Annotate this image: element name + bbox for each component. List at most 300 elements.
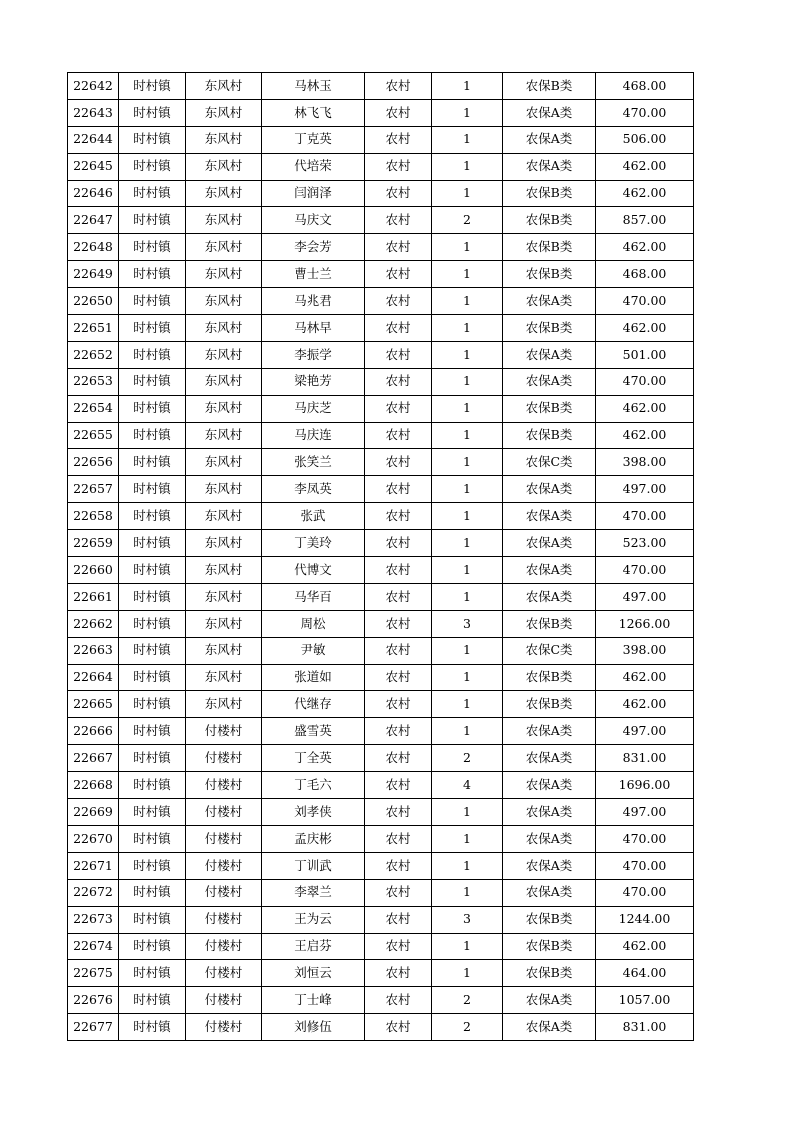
village-cell: 东风村 <box>186 610 262 637</box>
amount-cell: 462.00 <box>596 180 694 207</box>
name-cell: 张道如 <box>262 664 365 691</box>
amount-cell: 831.00 <box>596 1014 694 1041</box>
name-cell: 刘恒云 <box>262 960 365 987</box>
household-count-cell: 1 <box>432 395 503 422</box>
amount-cell: 470.00 <box>596 288 694 315</box>
table-row <box>68 906 694 933</box>
name-cell: 马兆君 <box>262 288 365 315</box>
township-cell: 时村镇 <box>119 449 186 476</box>
row-id-cell: 22674 <box>68 933 119 960</box>
table-row <box>68 960 694 987</box>
household-count-cell: 1 <box>432 368 503 395</box>
insurance-class-cell: 农保A类 <box>503 745 596 772</box>
insurance-class-cell: 农保A类 <box>503 341 596 368</box>
category-cell: 农村 <box>365 153 432 180</box>
row-id-cell: 22659 <box>68 530 119 557</box>
row-id-cell: 22646 <box>68 180 119 207</box>
household-count-cell: 1 <box>432 73 503 100</box>
table-row <box>68 583 694 610</box>
name-cell: 曹士兰 <box>262 261 365 288</box>
insurance-class-cell: 农保A类 <box>503 530 596 557</box>
insurance-class-cell: 农保C类 <box>503 637 596 664</box>
row-id-cell: 22676 <box>68 987 119 1014</box>
row-id-cell: 22650 <box>68 288 119 315</box>
township-cell: 时村镇 <box>119 288 186 315</box>
category-cell: 农村 <box>365 207 432 234</box>
amount-cell: 857.00 <box>596 207 694 234</box>
township-cell: 时村镇 <box>119 987 186 1014</box>
township-cell: 时村镇 <box>119 126 186 153</box>
table-row <box>68 879 694 906</box>
category-cell: 农村 <box>365 583 432 610</box>
village-cell: 东风村 <box>186 395 262 422</box>
household-count-cell: 1 <box>432 637 503 664</box>
amount-cell: 497.00 <box>596 718 694 745</box>
row-id-cell: 22668 <box>68 772 119 799</box>
amount-cell: 1057.00 <box>596 987 694 1014</box>
amount-cell: 462.00 <box>596 422 694 449</box>
category-cell: 农村 <box>365 933 432 960</box>
name-cell: 闫润泽 <box>262 180 365 207</box>
village-cell: 东风村 <box>186 234 262 261</box>
insurance-class-cell: 农保A类 <box>503 126 596 153</box>
row-id-cell: 22656 <box>68 449 119 476</box>
household-count-cell: 2 <box>432 987 503 1014</box>
table-row <box>68 530 694 557</box>
row-id-cell: 22677 <box>68 1014 119 1041</box>
row-id-cell: 22643 <box>68 99 119 126</box>
category-cell: 农村 <box>365 73 432 100</box>
amount-cell: 462.00 <box>596 933 694 960</box>
township-cell: 时村镇 <box>119 315 186 342</box>
category-cell: 农村 <box>365 99 432 126</box>
household-count-cell: 2 <box>432 745 503 772</box>
amount-cell: 831.00 <box>596 745 694 772</box>
amount-cell: 470.00 <box>596 99 694 126</box>
insurance-class-cell: 农保A类 <box>503 718 596 745</box>
category-cell: 农村 <box>365 718 432 745</box>
name-cell: 马林早 <box>262 315 365 342</box>
category-cell: 农村 <box>365 126 432 153</box>
household-count-cell: 1 <box>432 153 503 180</box>
table-row <box>68 772 694 799</box>
insurance-class-cell: 农保B类 <box>503 180 596 207</box>
amount-cell: 468.00 <box>596 73 694 100</box>
village-cell: 东风村 <box>186 422 262 449</box>
insurance-class-cell: 农保A类 <box>503 557 596 584</box>
row-id-cell: 22675 <box>68 960 119 987</box>
name-cell: 丁全英 <box>262 745 365 772</box>
row-id-cell: 22653 <box>68 368 119 395</box>
amount-cell: 470.00 <box>596 852 694 879</box>
category-cell: 农村 <box>365 530 432 557</box>
table-row <box>68 987 694 1014</box>
table-row <box>68 799 694 826</box>
township-cell: 时村镇 <box>119 503 186 530</box>
insurance-class-cell: 农保B类 <box>503 234 596 261</box>
table-row <box>68 503 694 530</box>
amount-cell: 470.00 <box>596 557 694 584</box>
name-cell: 李振学 <box>262 341 365 368</box>
amount-cell: 470.00 <box>596 879 694 906</box>
row-id-cell: 22669 <box>68 799 119 826</box>
township-cell: 时村镇 <box>119 691 186 718</box>
row-id-cell: 22647 <box>68 207 119 234</box>
table-row <box>68 449 694 476</box>
name-cell: 李翠兰 <box>262 879 365 906</box>
row-id-cell: 22666 <box>68 718 119 745</box>
table-row <box>68 664 694 691</box>
amount-cell: 462.00 <box>596 691 694 718</box>
household-count-cell: 1 <box>432 503 503 530</box>
village-cell: 付楼村 <box>186 987 262 1014</box>
row-id-cell: 22670 <box>68 825 119 852</box>
insurance-class-cell: 农保B类 <box>503 933 596 960</box>
table-row <box>68 933 694 960</box>
table-row <box>68 476 694 503</box>
amount-cell: 470.00 <box>596 825 694 852</box>
row-id-cell: 22661 <box>68 583 119 610</box>
name-cell: 孟庆彬 <box>262 825 365 852</box>
township-cell: 时村镇 <box>119 718 186 745</box>
insurance-class-cell: 农保B类 <box>503 261 596 288</box>
household-count-cell: 1 <box>432 99 503 126</box>
village-cell: 东风村 <box>186 583 262 610</box>
table-row <box>68 99 694 126</box>
insurance-class-cell: 农保B类 <box>503 73 596 100</box>
township-cell: 时村镇 <box>119 610 186 637</box>
village-cell: 东风村 <box>186 503 262 530</box>
insurance-class-cell: 农保A类 <box>503 1014 596 1041</box>
table-row <box>68 1014 694 1041</box>
name-cell: 林飞飞 <box>262 99 365 126</box>
household-count-cell: 1 <box>432 718 503 745</box>
village-cell: 东风村 <box>186 368 262 395</box>
village-cell: 付楼村 <box>186 906 262 933</box>
data-table <box>67 72 694 1041</box>
village-cell: 东风村 <box>186 73 262 100</box>
insurance-class-cell: 农保A类 <box>503 503 596 530</box>
category-cell: 农村 <box>365 960 432 987</box>
amount-cell: 1266.00 <box>596 610 694 637</box>
row-id-cell: 22645 <box>68 153 119 180</box>
township-cell: 时村镇 <box>119 745 186 772</box>
village-cell: 东风村 <box>186 207 262 234</box>
village-cell: 东风村 <box>186 691 262 718</box>
household-count-cell: 1 <box>432 557 503 584</box>
township-cell: 时村镇 <box>119 207 186 234</box>
category-cell: 农村 <box>365 825 432 852</box>
insurance-class-cell: 农保A类 <box>503 99 596 126</box>
table-row <box>68 315 694 342</box>
name-cell: 梁艳芳 <box>262 368 365 395</box>
township-cell: 时村镇 <box>119 73 186 100</box>
row-id-cell: 22655 <box>68 422 119 449</box>
household-count-cell: 1 <box>432 234 503 261</box>
category-cell: 农村 <box>365 341 432 368</box>
township-cell: 时村镇 <box>119 395 186 422</box>
amount-cell: 398.00 <box>596 637 694 664</box>
amount-cell: 506.00 <box>596 126 694 153</box>
amount-cell: 1696.00 <box>596 772 694 799</box>
name-cell: 张笑兰 <box>262 449 365 476</box>
name-cell: 张武 <box>262 503 365 530</box>
township-cell: 时村镇 <box>119 153 186 180</box>
category-cell: 农村 <box>365 422 432 449</box>
village-cell: 付楼村 <box>186 745 262 772</box>
name-cell: 李凤英 <box>262 476 365 503</box>
table-body <box>68 73 694 1041</box>
row-id-cell: 22654 <box>68 395 119 422</box>
household-count-cell: 4 <box>432 772 503 799</box>
name-cell: 马庆连 <box>262 422 365 449</box>
village-cell: 东风村 <box>186 261 262 288</box>
row-id-cell: 22649 <box>68 261 119 288</box>
township-cell: 时村镇 <box>119 1014 186 1041</box>
amount-cell: 470.00 <box>596 503 694 530</box>
household-count-cell: 1 <box>432 664 503 691</box>
village-cell: 付楼村 <box>186 960 262 987</box>
insurance-class-cell: 农保A类 <box>503 852 596 879</box>
table-row <box>68 288 694 315</box>
insurance-class-cell: 农保B类 <box>503 664 596 691</box>
amount-cell: 497.00 <box>596 583 694 610</box>
insurance-class-cell: 农保A类 <box>503 799 596 826</box>
village-cell: 东风村 <box>186 315 262 342</box>
amount-cell: 462.00 <box>596 664 694 691</box>
insurance-class-cell: 农保A类 <box>503 153 596 180</box>
village-cell: 付楼村 <box>186 718 262 745</box>
insurance-class-cell: 农保A类 <box>503 476 596 503</box>
amount-cell: 462.00 <box>596 234 694 261</box>
row-id-cell: 22648 <box>68 234 119 261</box>
amount-cell: 464.00 <box>596 960 694 987</box>
name-cell: 尹敏 <box>262 637 365 664</box>
household-count-cell: 3 <box>432 610 503 637</box>
row-id-cell: 22664 <box>68 664 119 691</box>
household-count-cell: 1 <box>432 288 503 315</box>
name-cell: 代继存 <box>262 691 365 718</box>
village-cell: 东风村 <box>186 288 262 315</box>
township-cell: 时村镇 <box>119 341 186 368</box>
insurance-class-cell: 农保B类 <box>503 610 596 637</box>
village-cell: 东风村 <box>186 153 262 180</box>
household-count-cell: 1 <box>432 261 503 288</box>
row-id-cell: 22673 <box>68 906 119 933</box>
table-row <box>68 637 694 664</box>
row-id-cell: 22658 <box>68 503 119 530</box>
name-cell: 李会芳 <box>262 234 365 261</box>
table-row <box>68 718 694 745</box>
table-row <box>68 73 694 100</box>
amount-cell: 462.00 <box>596 395 694 422</box>
township-cell: 时村镇 <box>119 583 186 610</box>
row-id-cell: 22642 <box>68 73 119 100</box>
name-cell: 马庆文 <box>262 207 365 234</box>
row-id-cell: 22657 <box>68 476 119 503</box>
insurance-class-cell: 农保B类 <box>503 395 596 422</box>
village-cell: 付楼村 <box>186 772 262 799</box>
category-cell: 农村 <box>365 852 432 879</box>
insurance-class-cell: 农保B类 <box>503 906 596 933</box>
household-count-cell: 1 <box>432 126 503 153</box>
household-count-cell: 2 <box>432 207 503 234</box>
insurance-class-cell: 农保A类 <box>503 583 596 610</box>
township-cell: 时村镇 <box>119 879 186 906</box>
name-cell: 王启芬 <box>262 933 365 960</box>
category-cell: 农村 <box>365 987 432 1014</box>
row-id-cell: 22662 <box>68 610 119 637</box>
row-id-cell: 22660 <box>68 557 119 584</box>
township-cell: 时村镇 <box>119 530 186 557</box>
village-cell: 付楼村 <box>186 933 262 960</box>
name-cell: 刘孝侠 <box>262 799 365 826</box>
township-cell: 时村镇 <box>119 261 186 288</box>
name-cell: 马庆芝 <box>262 395 365 422</box>
household-count-cell: 3 <box>432 906 503 933</box>
village-cell: 东风村 <box>186 180 262 207</box>
name-cell: 周松 <box>262 610 365 637</box>
name-cell: 丁克英 <box>262 126 365 153</box>
table-row <box>68 852 694 879</box>
township-cell: 时村镇 <box>119 933 186 960</box>
household-count-cell: 1 <box>432 691 503 718</box>
insurance-class-cell: 农保A类 <box>503 879 596 906</box>
table-row <box>68 341 694 368</box>
household-count-cell: 1 <box>432 422 503 449</box>
township-cell: 时村镇 <box>119 852 186 879</box>
household-count-cell: 1 <box>432 933 503 960</box>
household-count-cell: 1 <box>432 180 503 207</box>
table-row <box>68 234 694 261</box>
insurance-class-cell: 农保B类 <box>503 422 596 449</box>
township-cell: 时村镇 <box>119 422 186 449</box>
household-count-cell: 1 <box>432 315 503 342</box>
table-row <box>68 153 694 180</box>
insurance-class-cell: 农保A类 <box>503 368 596 395</box>
household-count-cell: 1 <box>432 530 503 557</box>
category-cell: 农村 <box>365 745 432 772</box>
category-cell: 农村 <box>365 476 432 503</box>
row-id-cell: 22665 <box>68 691 119 718</box>
amount-cell: 501.00 <box>596 341 694 368</box>
row-id-cell: 22644 <box>68 126 119 153</box>
name-cell: 王为云 <box>262 906 365 933</box>
village-cell: 东风村 <box>186 341 262 368</box>
category-cell: 农村 <box>365 261 432 288</box>
household-count-cell: 1 <box>432 476 503 503</box>
category-cell: 农村 <box>365 1014 432 1041</box>
village-cell: 东风村 <box>186 530 262 557</box>
household-count-cell: 1 <box>432 341 503 368</box>
name-cell: 丁美玲 <box>262 530 365 557</box>
village-cell: 付楼村 <box>186 1014 262 1041</box>
table-row <box>68 610 694 637</box>
township-cell: 时村镇 <box>119 906 186 933</box>
township-cell: 时村镇 <box>119 234 186 261</box>
name-cell: 盛雪英 <box>262 718 365 745</box>
category-cell: 农村 <box>365 234 432 261</box>
category-cell: 农村 <box>365 637 432 664</box>
household-count-cell: 1 <box>432 825 503 852</box>
township-cell: 时村镇 <box>119 476 186 503</box>
insurance-class-cell: 农保A类 <box>503 987 596 1014</box>
household-count-cell: 1 <box>432 583 503 610</box>
row-id-cell: 22651 <box>68 315 119 342</box>
amount-cell: 497.00 <box>596 799 694 826</box>
row-id-cell: 22667 <box>68 745 119 772</box>
row-id-cell: 22663 <box>68 637 119 664</box>
category-cell: 农村 <box>365 664 432 691</box>
name-cell: 丁士峰 <box>262 987 365 1014</box>
category-cell: 农村 <box>365 180 432 207</box>
name-cell: 丁训武 <box>262 852 365 879</box>
table-row <box>68 557 694 584</box>
village-cell: 付楼村 <box>186 879 262 906</box>
category-cell: 农村 <box>365 557 432 584</box>
category-cell: 农村 <box>365 772 432 799</box>
township-cell: 时村镇 <box>119 557 186 584</box>
row-id-cell: 22672 <box>68 879 119 906</box>
category-cell: 农村 <box>365 691 432 718</box>
township-cell: 时村镇 <box>119 664 186 691</box>
insurance-class-cell: 农保B类 <box>503 960 596 987</box>
category-cell: 农村 <box>365 799 432 826</box>
table-row <box>68 825 694 852</box>
insurance-class-cell: 农保A类 <box>503 288 596 315</box>
amount-cell: 398.00 <box>596 449 694 476</box>
category-cell: 农村 <box>365 395 432 422</box>
amount-cell: 462.00 <box>596 153 694 180</box>
table-row <box>68 180 694 207</box>
table-row <box>68 395 694 422</box>
category-cell: 农村 <box>365 368 432 395</box>
village-cell: 东风村 <box>186 449 262 476</box>
village-cell: 东风村 <box>186 557 262 584</box>
village-cell: 东风村 <box>186 664 262 691</box>
name-cell: 马华百 <box>262 583 365 610</box>
township-cell: 时村镇 <box>119 368 186 395</box>
village-cell: 东风村 <box>186 637 262 664</box>
name-cell: 丁毛六 <box>262 772 365 799</box>
household-count-cell: 1 <box>432 960 503 987</box>
row-id-cell: 22671 <box>68 852 119 879</box>
table-row <box>68 126 694 153</box>
name-cell: 刘修伍 <box>262 1014 365 1041</box>
row-id-cell: 22652 <box>68 341 119 368</box>
name-cell: 马林玉 <box>262 73 365 100</box>
village-cell: 付楼村 <box>186 825 262 852</box>
household-count-cell: 2 <box>432 1014 503 1041</box>
amount-cell: 497.00 <box>596 476 694 503</box>
category-cell: 农村 <box>365 503 432 530</box>
township-cell: 时村镇 <box>119 960 186 987</box>
village-cell: 付楼村 <box>186 852 262 879</box>
amount-cell: 470.00 <box>596 368 694 395</box>
insurance-class-cell: 农保A类 <box>503 772 596 799</box>
village-cell: 付楼村 <box>186 799 262 826</box>
township-cell: 时村镇 <box>119 799 186 826</box>
table-row <box>68 745 694 772</box>
village-cell: 东风村 <box>186 476 262 503</box>
insurance-class-cell: 农保B类 <box>503 315 596 342</box>
category-cell: 农村 <box>365 906 432 933</box>
table-row <box>68 422 694 449</box>
amount-cell: 468.00 <box>596 261 694 288</box>
category-cell: 农村 <box>365 288 432 315</box>
amount-cell: 462.00 <box>596 315 694 342</box>
category-cell: 农村 <box>365 449 432 476</box>
